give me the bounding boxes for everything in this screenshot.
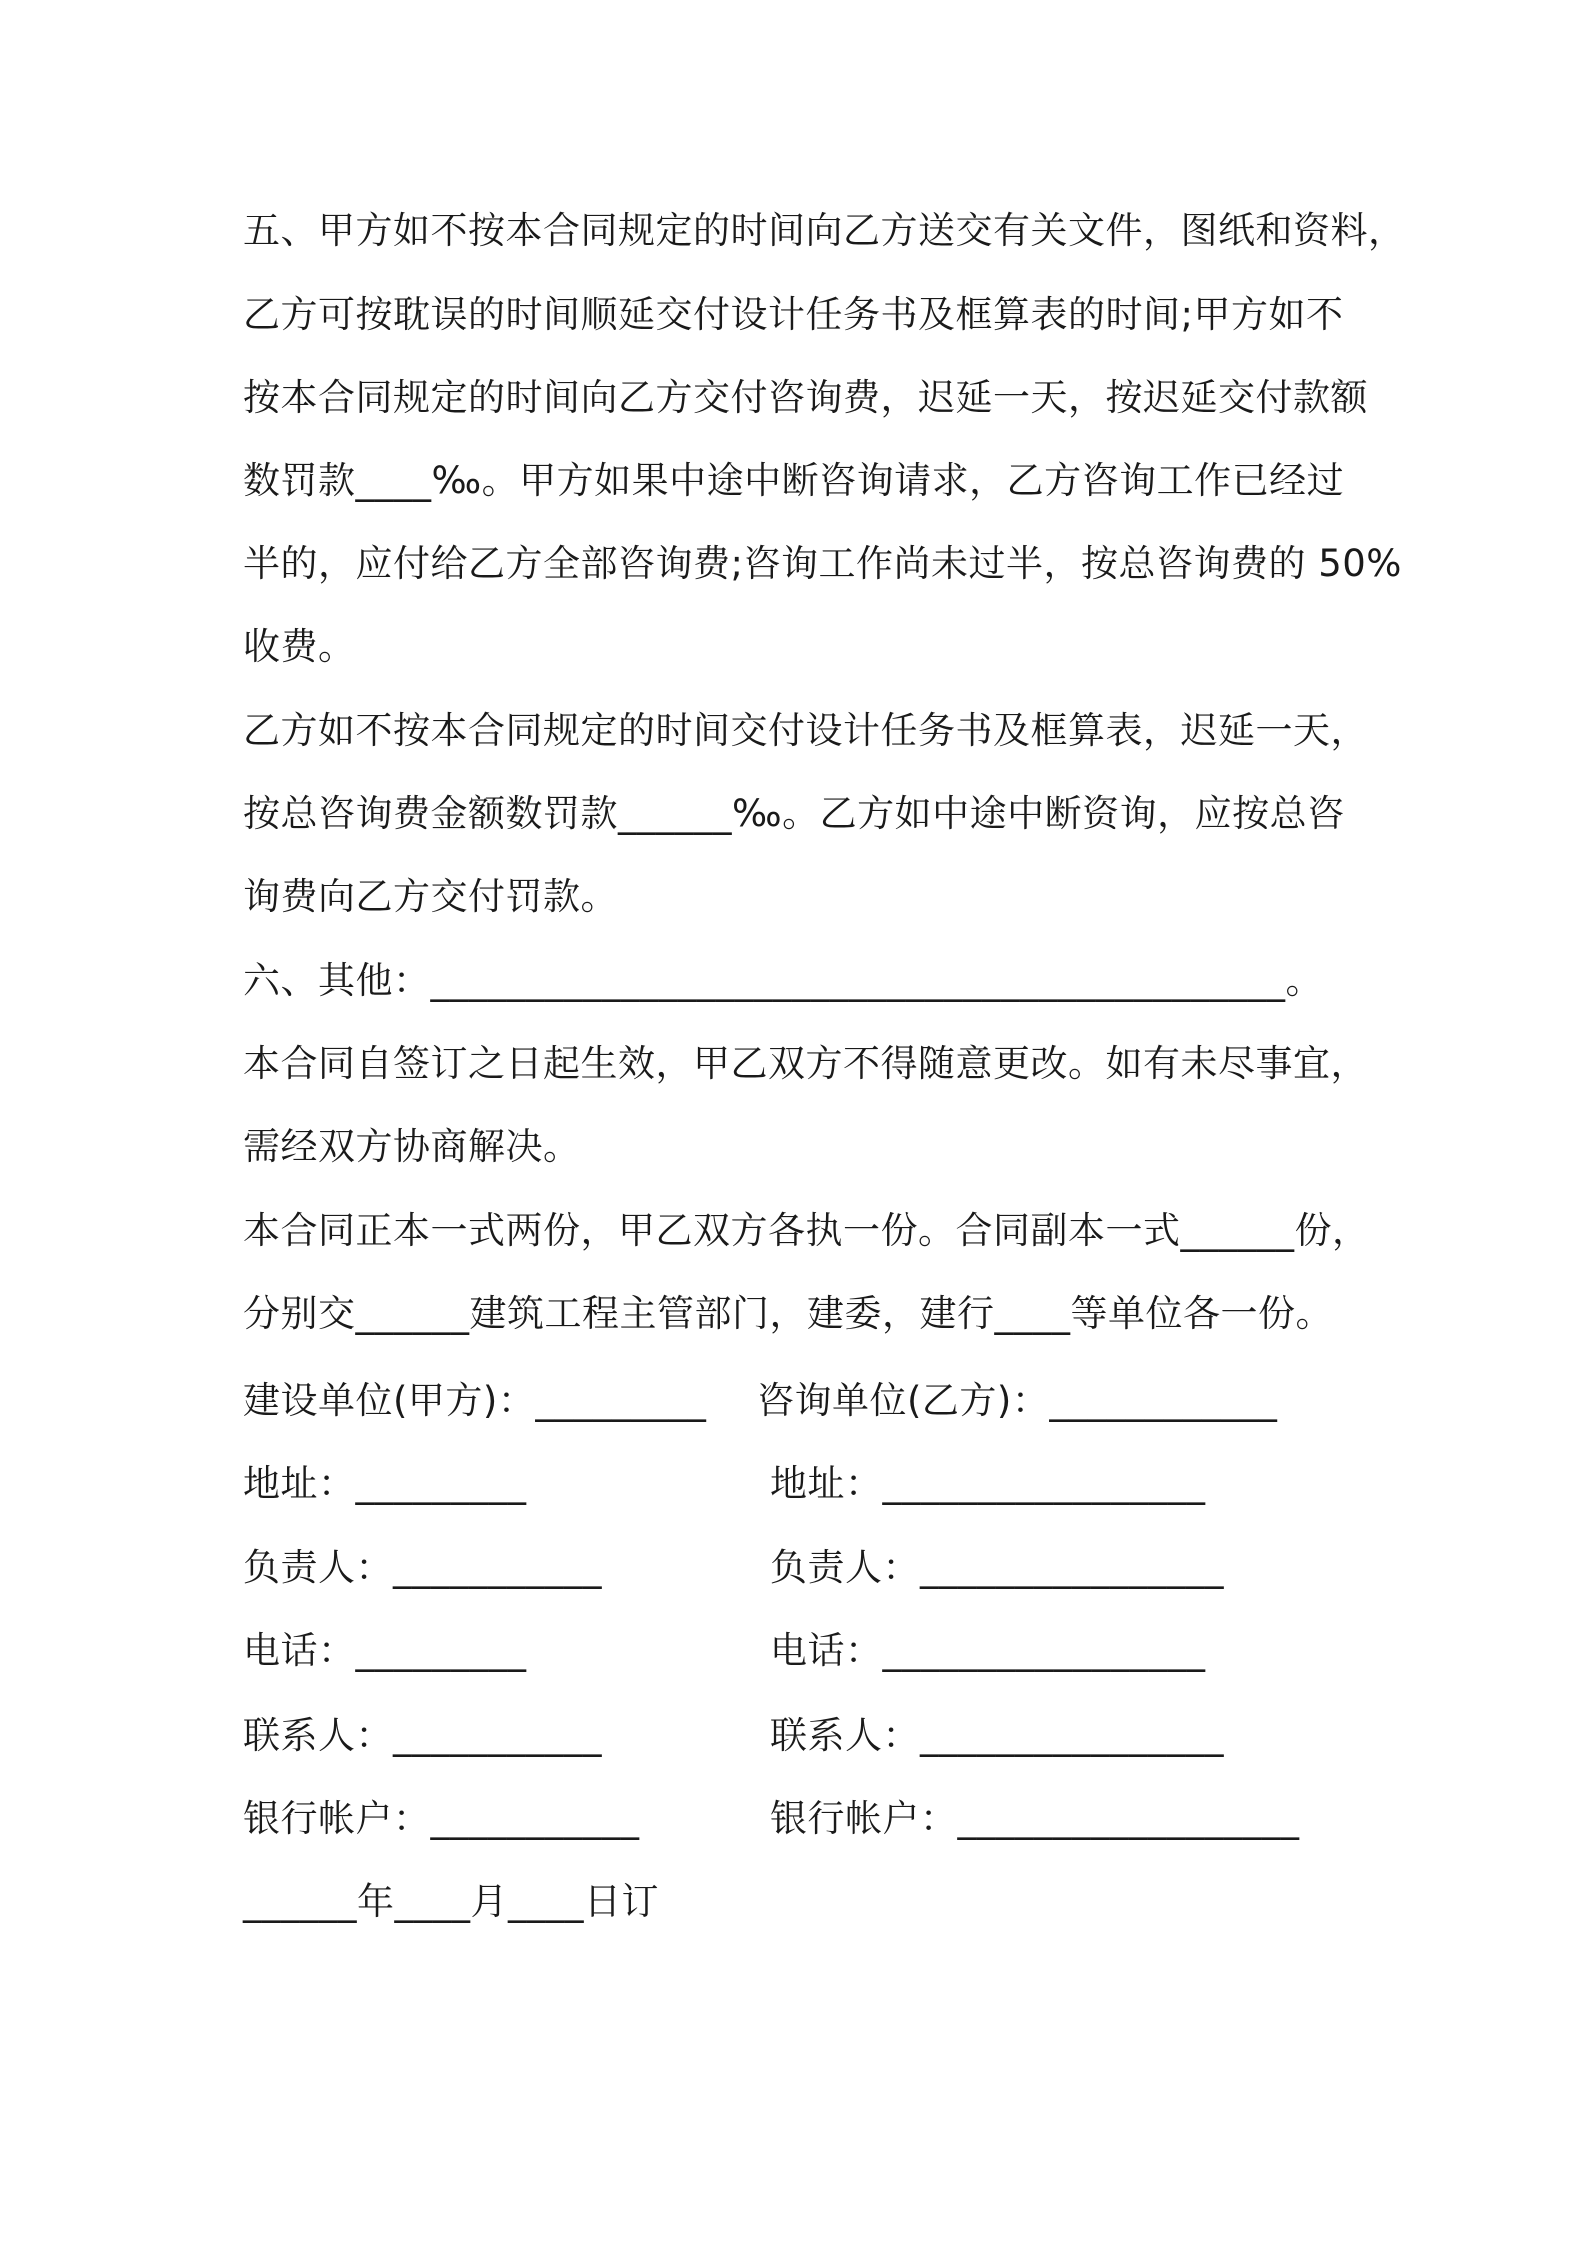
party-b-penalty-line-2: 按总咨询费金额数罚款______‰。乙方如中途中断资询，应按总咨 bbox=[243, 792, 1345, 835]
party-b-name-field: 咨询单位(乙方)：____________ bbox=[757, 1379, 1278, 1422]
clause-5-line-3: 按本合同规定的时间向乙方交付咨询费，迟延一天，按迟延交付款额 bbox=[243, 376, 1368, 419]
party-b-address-field: 地址：_________________ bbox=[770, 1462, 1206, 1505]
clause-5-line-2: 乙方可按耽误的时间顺延交付设计任务书及框算表的时间;甲方如不 bbox=[243, 293, 1344, 336]
clause-5-line-1: 五、甲方如不按本合同规定的时间向乙方送交有关文件，图纸和资料， bbox=[243, 209, 1406, 252]
effective-line-2: 需经双方协商解决。 bbox=[243, 1125, 581, 1168]
party-b-bank-account-field: 银行帐户：__________________ bbox=[770, 1797, 1300, 1840]
party-b-contact-field: 联系人：________________ bbox=[770, 1714, 1224, 1757]
party-a-phone-field: 电话：_________ bbox=[243, 1629, 527, 1672]
clause-5-line-6: 收费。 bbox=[243, 625, 356, 668]
party-b-responsible-field: 负责人：________________ bbox=[770, 1546, 1224, 1589]
copies-line-2: 分别交______建筑工程主管部门，建委，建行____等单位各一份。 bbox=[243, 1292, 1333, 1335]
party-b-penalty-line-3: 询费向乙方交付罚款。 bbox=[243, 875, 618, 918]
party-a-name-field: 建设单位(甲方)：_________ bbox=[243, 1379, 707, 1422]
copies-line-1: 本合同正本一式两份，甲乙双方各执一份。合同副本一式______份， bbox=[243, 1209, 1370, 1252]
party-b-phone-field: 电话：_________________ bbox=[770, 1629, 1206, 1672]
clause-5-line-5: 半的，应付给乙方全部咨询费;咨询工作尚未过半，按总咨询费的 50% bbox=[243, 542, 1402, 585]
party-a-bank-account-field: 银行帐户：___________ bbox=[243, 1797, 640, 1840]
signing-date: ______年____月____日订 bbox=[243, 1880, 659, 1923]
party-b-penalty-line-1: 乙方如不按本合同规定的时间交付设计任务书及框算表，迟延一天， bbox=[243, 709, 1368, 752]
clause-5-line-4: 数罚款____‰。甲方如果中途中断咨询请求，乙方咨询工作已经过 bbox=[243, 459, 1345, 502]
party-a-responsible-field: 负责人：___________ bbox=[243, 1546, 602, 1589]
party-a-address-field: 地址：_________ bbox=[243, 1462, 527, 1505]
party-a-contact-field: 联系人：___________ bbox=[243, 1714, 602, 1757]
effective-line-1: 本合同自签订之日起生效，甲乙双方不得随意更改。如有未尽事宜， bbox=[243, 1042, 1368, 1085]
clause-6-other: 六、其他：_____________________________________________。 bbox=[243, 959, 1323, 1002]
